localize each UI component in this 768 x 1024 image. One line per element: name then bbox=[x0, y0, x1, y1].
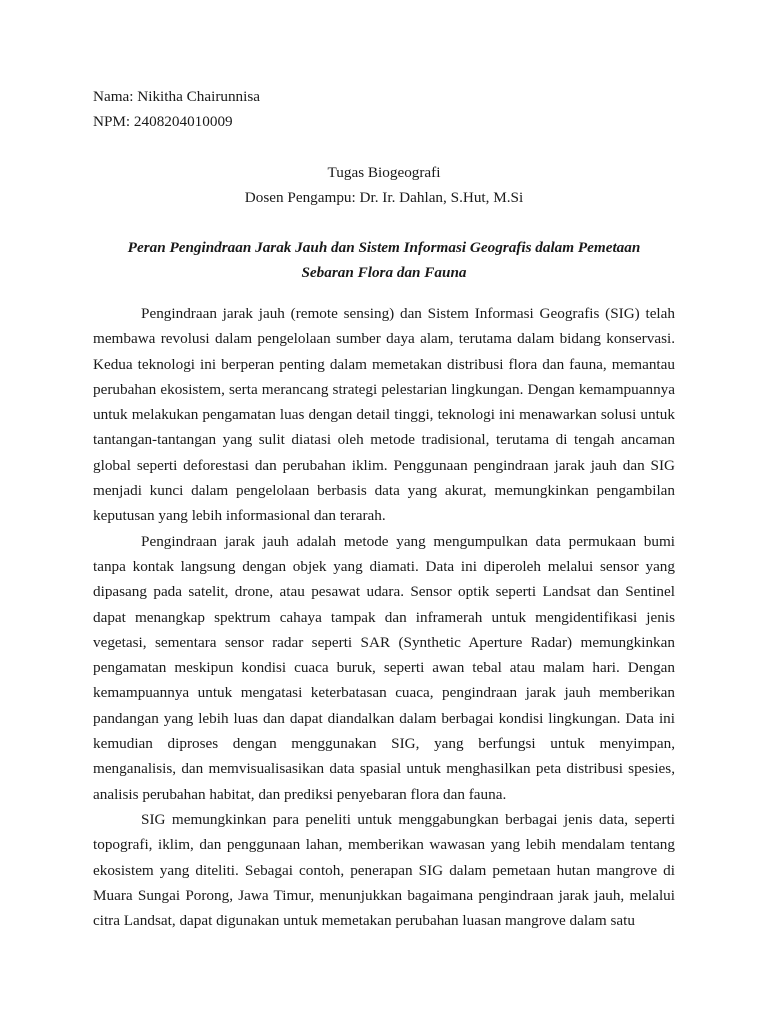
paragraph-1: Pengindraan jarak jauh (remote sensing) dan Sistem Informasi Geografis (SIG) telah membawa revolusi dalam pengelolaan sumber daya alam, terutama dalam bidang konservasi. Kedua teknologi ini berperan penting dalam memetakan distribusi flora dan fauna, memantau perubahan ekosistem, serta merancang strategi pelestarian lingkungan. Dengan kemampuannya untuk melakukan pengamatan luas dengan detail tinggi, teknologi ini menawarkan solusi untuk tantangan-tantangan yang sulit diatasi oleh metode tradisional, terutama di tengah ancaman global seperti deforestasi dan perubahan iklim. Penggunaan pengindraan jarak jauh dan SIG menjadi kunci dalam pengelolaan berbasis data yang akurat, memungkinkan pengambilan keputusan yang lebih informasional dan terarah. bbox=[93, 304, 675, 525]
paragraph-3: SIG memungkinkan para peneliti untuk menggabungkan berbagai jenis data, seperti topografi, iklim, dan penggunaan lahan, memberikan wawasan yang lebih mendalam tentang ekosistem yang diteliti. Sebagai contoh, penerapan SIG dalam pemetaan hutan mangrove di Muara Sungai Porong, Jawa Timur, menunjukkan bagaimana pengindraan jarak jauh, melalui citra Landsat, dapat digunakan untuk memetakan perubahan luasan mangrove dalam satu bbox=[93, 810, 675, 930]
student-name: Nama: Nikitha Chairunnisa bbox=[93, 88, 261, 105]
assignment-title: Tugas Biogeografi bbox=[327, 163, 441, 181]
student-npm: NPM: 2408204010009 bbox=[93, 113, 233, 131]
essay-title: Peran Pengindraan Jarak Jauh dan Sistem Informasi Geografis dalam Pemetaan Sebaran Flora dan Fauna bbox=[127, 239, 641, 282]
paragraph-2: Pengindraan jarak jauh adalah metode yang mengumpulkan data permukaan bumi tanpa kontak langsung dengan objek yang diamati. Data ini diperoleh melalui sensor yang dipasang pada satelit, drone, atau pesawat udara. Sensor optik seperti Landsat dan Sentinel dapat menangkap spektrum cahaya tampak dan inframerah untuk mengidentifikasi jenis vegetasi, sementara sensor radar seperti SAR (Synthetic Aperture Radar) memungkinkan pengamatan meskipun kondisi cuaca buruk, seperti awan tebal atau malam hari. Dengan kemampuannya untuk mengatasi keterbatasan cuaca, pengindraan jarak jauh memberikan pandangan yang lebih luas dan dapat diandalkan dalam berbagai kondisi lingkungan. Data ini kemudian diproses dengan menggunakan SIG, yang berfungsi untuk menyimpan, menganalisis, dan memvisualisasikan data spasial untuk menghasilkan peta distribusi spesies, analisis perubahan habitat, dan prediksi penyebaran flora dan fauna. bbox=[93, 532, 675, 803]
document-body bbox=[93, 84, 675, 933]
lecturer-line: Dosen Pengampu: Dr. Ir. Dahlan, S.Hut, M.Si bbox=[244, 188, 524, 206]
course-info bbox=[93, 160, 675, 211]
